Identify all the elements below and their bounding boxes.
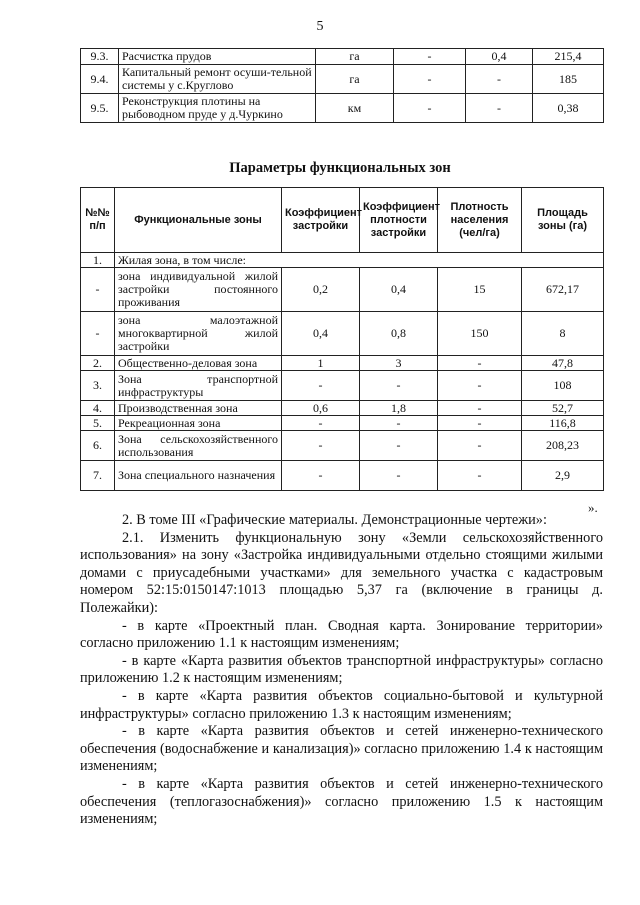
row-number: 9.5. — [81, 94, 119, 123]
zone-name: Жилая зона, в том числе: — [115, 253, 604, 268]
row-number: 1. — [81, 253, 115, 268]
zone-name: Общественно-деловая зона — [115, 356, 282, 371]
table-row — [81, 49, 604, 65]
zones-table-title: Параметры функциональных зон — [229, 160, 451, 176]
table-row — [81, 431, 604, 461]
density-coefficient: - — [360, 461, 438, 491]
row-number: - — [81, 268, 115, 312]
header-density-coefficient: Коэффициент плотности застройки — [360, 188, 438, 253]
header-build-coefficient: Коэффициент застройки — [282, 188, 360, 253]
row-number: 9.3. — [81, 49, 119, 65]
amendment-text — [80, 512, 603, 829]
table-row — [81, 65, 604, 94]
population-density: 15 — [438, 268, 522, 312]
row-number: 6. — [81, 431, 115, 461]
paragraph: - в карте «Карта развития объектов и сетей инженерно-технического обеспечения (теплогазоснабжения)» согласно приложению 1.5 к настоящим изменениям; — [80, 775, 603, 828]
zone-area: 208,23 — [522, 431, 604, 461]
zone-name: Производственная зона — [115, 401, 282, 416]
zone-area: 8 — [522, 312, 604, 356]
paragraph: - в карте «Проектный план. Сводная карта. Зонирование территории» согласно приложению 1.1 к настоящим изменениям; — [80, 617, 603, 652]
value-2: 0,4 — [466, 49, 533, 65]
population-density: - — [438, 401, 522, 416]
value-1: - — [394, 65, 466, 94]
density-coefficient: 3 — [360, 356, 438, 371]
population-density: - — [438, 371, 522, 401]
value-3: 185 — [533, 65, 604, 94]
build-coefficient: - — [282, 416, 360, 431]
work-name: Капитальный ремонт осуши-тельной системы у с.Круглово — [119, 65, 316, 94]
zone-area: 52,7 — [522, 401, 604, 416]
row-number: 4. — [81, 401, 115, 416]
paragraph: 2.1. Изменить функциональную зону «Земли сельскохозяйственного использования» на зону «Застройка индивидуальными отдельно стоящими жилыми домами с приусадебными участками» для земельного участка с кадастровым номером 52:15:0150147:1013 площадью 5,37 га (включение в границы д. Полежайки): — [80, 529, 603, 616]
zone-area: 672,17 — [522, 268, 604, 312]
zone-name: зона малоэтажной многоквартирной жилой застройки — [115, 312, 282, 356]
zone-name: Зона транспортной инфраструктуры — [115, 371, 282, 401]
header-zone-name: Функциональные зоны — [115, 188, 282, 253]
table-row — [81, 253, 604, 268]
work-name: Реконструкция плотины на рыбоводном пруде у д.Чуркино — [119, 94, 316, 123]
closing-quote: ». — [588, 500, 598, 515]
header-zone-area: Площадь зоны (га) — [522, 188, 604, 253]
zone-area: 108 — [522, 371, 604, 401]
build-coefficient: - — [282, 461, 360, 491]
table-row — [81, 356, 604, 371]
unit: га — [316, 49, 394, 65]
build-coefficient: 0,2 — [282, 268, 360, 312]
header-population-density: Плотность населения (чел/га) — [438, 188, 522, 253]
population-density: - — [438, 356, 522, 371]
page-number: 5 — [316, 19, 324, 34]
table-row — [81, 94, 604, 123]
work-name: Расчистка прудов — [119, 49, 316, 65]
zone-area: 116,8 — [522, 416, 604, 431]
unit: км — [316, 94, 394, 123]
row-number: - — [81, 312, 115, 356]
header-row — [81, 188, 604, 253]
works-table — [80, 48, 604, 123]
row-number: 9.4. — [81, 65, 119, 94]
row-number: 3. — [81, 371, 115, 401]
build-coefficient: - — [282, 431, 360, 461]
row-number: 7. — [81, 461, 115, 491]
table-row — [81, 268, 604, 312]
paragraph: - в карте «Карта развития объектов социально-бытовой и культурной инфраструктуры» согласно приложению 1.3 к настоящим изменениям; — [80, 687, 603, 722]
zone-area: 47,8 — [522, 356, 604, 371]
density-coefficient: - — [360, 416, 438, 431]
table-row — [81, 312, 604, 356]
zone-name: зона индивидуальной жилой застройки постоянного проживания — [115, 268, 282, 312]
population-density: - — [438, 431, 522, 461]
value-1: - — [394, 94, 466, 123]
paragraph: - в карте «Карта развития объектов транспортной инфраструктуры» согласно приложению 1.2 к настоящим изменениям; — [80, 652, 603, 687]
build-coefficient: 0,6 — [282, 401, 360, 416]
unit: га — [316, 65, 394, 94]
density-coefficient: 0,4 — [360, 268, 438, 312]
density-coefficient: - — [360, 431, 438, 461]
table-row — [81, 401, 604, 416]
header-num: №№ п/п — [81, 188, 115, 253]
paragraph: 2. В томе III «Графические материалы. Демонстрационные чертежи»: — [122, 512, 547, 528]
value-1: - — [394, 49, 466, 65]
value-2: - — [466, 65, 533, 94]
population-density: 150 — [438, 312, 522, 356]
population-density: - — [438, 416, 522, 431]
zone-name: Зона сельскохозяйственного использования — [115, 431, 282, 461]
zone-name: Зона специального назначения — [115, 461, 282, 491]
zone-area: 2,9 — [522, 461, 604, 491]
value-2: - — [466, 94, 533, 123]
density-coefficient: 1,8 — [360, 401, 438, 416]
density-coefficient: - — [360, 371, 438, 401]
table-row — [81, 461, 604, 491]
row-number: 2. — [81, 356, 115, 371]
zone-name: Рекреационная зона — [115, 416, 282, 431]
table-row — [81, 371, 604, 401]
value-3: 215,4 — [533, 49, 604, 65]
density-coefficient: 0,8 — [360, 312, 438, 356]
build-coefficient: - — [282, 371, 360, 401]
value-3: 0,38 — [533, 94, 604, 123]
paragraph: - в карте «Карта развития объектов и сетей инженерно-технического обеспечения (водоснабжение и канализация)» согласно приложению 1.4 к настоящим изменениям; — [80, 723, 603, 775]
row-number: 5. — [81, 416, 115, 431]
build-coefficient: 0,4 — [282, 312, 360, 356]
zones-table — [80, 187, 604, 491]
population-density: - — [438, 461, 522, 491]
table-row — [81, 416, 604, 431]
build-coefficient: 1 — [282, 356, 360, 371]
